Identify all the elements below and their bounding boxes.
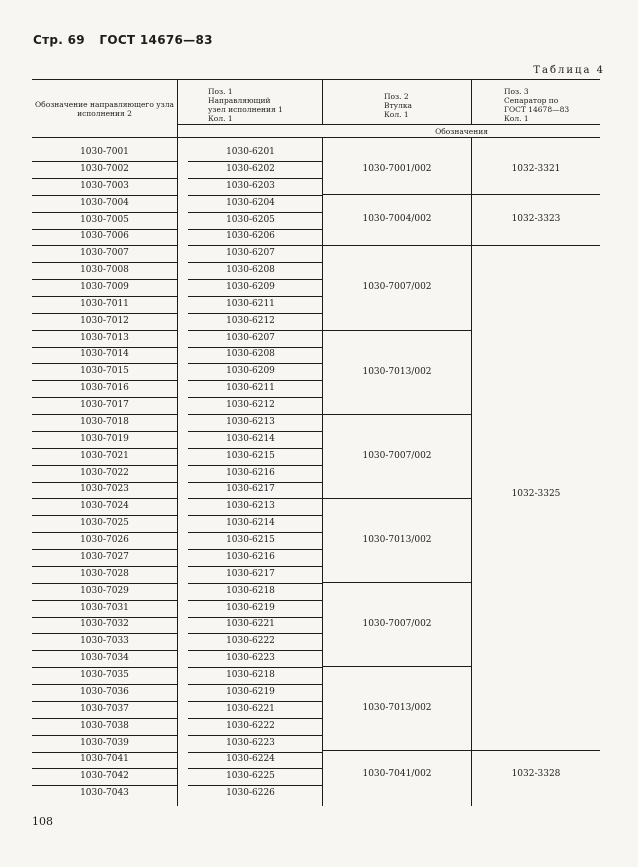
designation-cell bbox=[32, 415, 177, 432]
cell-text: 1030-6207 bbox=[226, 248, 275, 259]
cell-text: 1030-7011 bbox=[80, 298, 129, 309]
cell-text: 1030-7035 bbox=[80, 670, 129, 680]
cell-text: 1030-7001 bbox=[80, 147, 129, 157]
divider-col2-head bbox=[322, 79, 323, 124]
guide-unit-cell bbox=[178, 213, 323, 230]
cell-text: 1030-6211 bbox=[226, 298, 275, 309]
col2-h-line: Направляющий bbox=[208, 96, 271, 105]
designation-cell bbox=[32, 617, 177, 634]
cell-text: 1030-6216 bbox=[226, 551, 275, 562]
cell-text: 1030-7014 bbox=[80, 349, 129, 360]
cell-text: 1030-6213 bbox=[226, 501, 275, 512]
cell-text: 1030-7037 bbox=[80, 703, 129, 714]
cell-text: 1030-7036 bbox=[80, 686, 129, 697]
bushing-cell: 1030-7013/002 bbox=[362, 703, 432, 713]
guide-unit-cell bbox=[178, 381, 323, 398]
designation-cell bbox=[32, 162, 177, 179]
cell-text: 1030-7023 bbox=[80, 484, 129, 495]
cell-text: 1030-6213 bbox=[226, 416, 275, 427]
table-label: Таблица 4 bbox=[533, 65, 605, 76]
designation-cell bbox=[32, 668, 177, 685]
cell-text: 1030-7015 bbox=[80, 366, 129, 377]
guide-unit-cell bbox=[178, 601, 323, 618]
designations-header: Обозначения bbox=[435, 127, 488, 136]
guide-unit-cell bbox=[178, 702, 323, 719]
bushing-cell: 1030-7007/002 bbox=[362, 619, 432, 629]
group-line bbox=[322, 194, 600, 195]
cell-text: 1030-7019 bbox=[80, 433, 129, 444]
designation-cell bbox=[32, 482, 177, 499]
page-ref: Стр. 69 bbox=[33, 33, 85, 47]
standard-number: ГОСТ 14676—83 bbox=[99, 33, 213, 47]
cell-text: 1030-7008 bbox=[80, 265, 129, 276]
cell-text: 1030-6209 bbox=[226, 282, 275, 292]
guide-unit-cell bbox=[178, 162, 323, 179]
cell-text: 1030-7025 bbox=[80, 518, 129, 529]
separator-cell: 1032-3321 bbox=[511, 164, 561, 174]
guide-unit-cell bbox=[178, 769, 323, 786]
cell-text: 1030-7042 bbox=[80, 771, 129, 782]
bushing-cell: 1030-7013/002 bbox=[362, 367, 432, 377]
cell-text: 1030-6204 bbox=[226, 197, 275, 208]
col3-header bbox=[384, 92, 412, 119]
designation-cell bbox=[32, 651, 177, 668]
cell-text: 1030-7028 bbox=[80, 568, 129, 579]
guide-unit-cell bbox=[178, 364, 323, 381]
col2-h-line: Поз. 1 bbox=[208, 87, 233, 96]
col3-h-line: Втулка bbox=[384, 101, 412, 110]
cell-text: 1030-6207 bbox=[226, 332, 275, 343]
group-line bbox=[322, 330, 471, 331]
designation-cell bbox=[32, 719, 177, 736]
designation-cell bbox=[32, 145, 177, 162]
cell-text: 1030-6219 bbox=[226, 686, 275, 697]
designation-cell bbox=[32, 347, 177, 364]
cell-text: 1030-7031 bbox=[80, 602, 129, 613]
cell-text: 1030-7022 bbox=[80, 467, 129, 478]
cell-text: 1030-6206 bbox=[226, 231, 275, 242]
cell-text: 1030-6215 bbox=[226, 450, 275, 461]
cell-text: 1030-7005 bbox=[80, 214, 129, 225]
guide-unit-cell bbox=[178, 499, 323, 516]
bushing-cell: 1030-7041/002 bbox=[362, 769, 432, 779]
designation-cell bbox=[32, 786, 177, 803]
guide-unit-cell bbox=[178, 297, 323, 314]
cell-text: 1030-6222 bbox=[226, 720, 275, 731]
guide-unit-cell bbox=[178, 634, 323, 651]
cell-text: 1030-6203 bbox=[226, 180, 275, 191]
designation-cell bbox=[32, 584, 177, 601]
cell-text: 1030-7017 bbox=[80, 400, 129, 411]
bushing-cell: 1030-7004/002 bbox=[362, 214, 432, 224]
separator-cell: 1032-3328 bbox=[511, 769, 561, 779]
cell-text: 1030-7034 bbox=[80, 653, 129, 664]
cell-text: 1030-7007 bbox=[80, 248, 129, 259]
cell-text: 1030-6209 bbox=[226, 366, 275, 377]
designation-cell bbox=[32, 685, 177, 702]
page-number: 108 bbox=[32, 815, 53, 828]
group-line bbox=[322, 750, 600, 751]
col4-h-line: Кол. 1 bbox=[504, 114, 529, 123]
designation-cell bbox=[32, 769, 177, 786]
guide-unit-cell bbox=[178, 516, 323, 533]
guide-unit-cell bbox=[178, 550, 323, 567]
designation-cell bbox=[32, 280, 177, 297]
designation-cell bbox=[32, 550, 177, 567]
subheader-line bbox=[178, 124, 600, 125]
cell-text: 1030-6223 bbox=[226, 653, 275, 664]
guide-unit-cell bbox=[178, 685, 323, 702]
group-line bbox=[322, 498, 471, 499]
guide-unit-cell bbox=[178, 179, 323, 196]
cell-text: 1030-6217 bbox=[226, 568, 275, 579]
guide-unit-cell bbox=[178, 347, 323, 364]
divider-col3-head bbox=[471, 79, 472, 124]
guide-unit-cell bbox=[178, 145, 323, 162]
designation-cell bbox=[32, 213, 177, 230]
designation-cell bbox=[32, 432, 177, 449]
guide-unit-cell bbox=[178, 651, 323, 668]
cell-text: 1030-6221 bbox=[226, 619, 275, 630]
header-bottom-line bbox=[32, 137, 600, 138]
cell-text: 1030-6202 bbox=[226, 163, 275, 174]
cell-text: 1030-6218 bbox=[226, 585, 275, 596]
cell-text: 1030-7026 bbox=[80, 535, 129, 545]
designation-cell bbox=[32, 702, 177, 719]
cell-text: 1030-7033 bbox=[80, 636, 129, 647]
designation-cell bbox=[32, 533, 177, 550]
cell-text: 1030-7006 bbox=[80, 231, 129, 242]
designation-cell bbox=[32, 466, 177, 483]
group-line bbox=[322, 666, 471, 667]
designation-cell bbox=[32, 297, 177, 314]
guide-unit-cell bbox=[178, 449, 323, 466]
col2-h-line: узел исполнения 1 bbox=[208, 105, 283, 114]
cell-text: 1030-6217 bbox=[226, 484, 275, 495]
designation-cell bbox=[32, 449, 177, 466]
cell-text: 1030-7041 bbox=[80, 754, 129, 765]
guide-unit-cell bbox=[178, 314, 323, 331]
designation-cell bbox=[32, 364, 177, 381]
cell-text: 1030-7016 bbox=[80, 383, 129, 394]
guide-unit-cell bbox=[178, 482, 323, 499]
designation-cell bbox=[32, 634, 177, 651]
cell-text: 1030-7002 bbox=[80, 163, 129, 174]
table-top-line bbox=[32, 79, 600, 80]
cell-text: 1030-6212 bbox=[226, 400, 275, 411]
cell-text: 1030-7012 bbox=[80, 315, 129, 326]
guide-unit-cell bbox=[178, 786, 323, 803]
guide-unit-cell bbox=[178, 752, 323, 769]
guide-unit-cell bbox=[178, 398, 323, 415]
page-header bbox=[33, 33, 223, 47]
col2-header bbox=[208, 87, 283, 123]
bushing-cell: 1030-7007/002 bbox=[362, 451, 432, 461]
bushing-cell: 1030-7007/002 bbox=[362, 282, 432, 292]
cell-text: 1030-7004 bbox=[80, 197, 129, 208]
cell-text: 1030-6212 bbox=[226, 315, 275, 326]
cell-text: 1030-7043 bbox=[80, 788, 129, 799]
cell-text: 1030-6226 bbox=[226, 788, 275, 799]
separator-cell: 1032-3323 bbox=[511, 214, 561, 224]
col3-h-line: Поз. 2 bbox=[384, 92, 409, 101]
designation-cell bbox=[32, 499, 177, 516]
col4-h-line: Поз. 3 bbox=[504, 87, 529, 96]
guide-unit-cell bbox=[178, 719, 323, 736]
designation-cell bbox=[32, 752, 177, 769]
guide-unit-cell bbox=[178, 263, 323, 280]
designation-cell bbox=[32, 567, 177, 584]
designation-cell bbox=[32, 516, 177, 533]
designation-cell bbox=[32, 381, 177, 398]
guide-unit-cell bbox=[178, 736, 323, 753]
col2-h-line: Кол. 1 bbox=[208, 114, 233, 123]
guide-unit-cell bbox=[178, 415, 323, 432]
guide-unit-cell bbox=[178, 246, 323, 263]
cell-text: 1030-6216 bbox=[226, 467, 275, 478]
bushing-cell: 1030-7013/002 bbox=[362, 535, 432, 545]
cell-text: 1030-6223 bbox=[226, 737, 275, 748]
guide-unit-cell bbox=[178, 584, 323, 601]
bushing-cell: 1030-7001/002 bbox=[362, 164, 432, 174]
col4-header bbox=[504, 87, 569, 123]
designation-cell bbox=[32, 196, 177, 213]
cell-text: 1030-7029 bbox=[80, 585, 129, 596]
guide-unit-cell bbox=[178, 533, 323, 550]
guide-unit-cell bbox=[178, 617, 323, 634]
cell-text: 1030-6218 bbox=[226, 670, 275, 680]
col3-h-line: Кол. 1 bbox=[384, 110, 409, 119]
designation-cell bbox=[32, 314, 177, 331]
group-line bbox=[322, 582, 471, 583]
cell-text: 1030-6201 bbox=[226, 147, 275, 157]
cell-text: 1030-6214 bbox=[226, 433, 275, 444]
divider-col3 bbox=[471, 137, 472, 806]
designation-cell bbox=[32, 398, 177, 415]
cell-text: 1030-6208 bbox=[226, 265, 275, 276]
guide-unit-cell bbox=[178, 229, 323, 246]
cell-text: 1030-7032 bbox=[80, 619, 129, 630]
guide-unit-cell bbox=[178, 331, 323, 348]
cell-text: 1030-6225 bbox=[226, 771, 275, 782]
cell-text: 1030-6221 bbox=[226, 703, 275, 714]
guide-unit-cell bbox=[178, 196, 323, 213]
col1-header: Обозначение направляющего узла исполнения 2 bbox=[35, 100, 174, 118]
group-line bbox=[322, 245, 600, 246]
guide-unit-cell bbox=[178, 432, 323, 449]
cell-text: 1030-7018 bbox=[80, 416, 129, 427]
cell-text: 1030-7027 bbox=[80, 551, 129, 562]
designation-cell bbox=[32, 331, 177, 348]
cell-text: 1030-7039 bbox=[80, 737, 129, 748]
cell-text: 1030-6208 bbox=[226, 349, 275, 360]
cell-text: 1030-7009 bbox=[80, 282, 129, 292]
designation-cell bbox=[32, 736, 177, 753]
designation-cell bbox=[32, 601, 177, 618]
cell-text: 1030-6219 bbox=[226, 602, 275, 613]
guide-unit-cell bbox=[178, 466, 323, 483]
designation-cell bbox=[32, 179, 177, 196]
cell-text: 1030-7003 bbox=[80, 180, 129, 191]
cell-text: 1030-6215 bbox=[226, 535, 275, 545]
separator-cell: 1032-3325 bbox=[511, 489, 561, 499]
guide-unit-cell bbox=[178, 668, 323, 685]
cell-text: 1030-6224 bbox=[226, 754, 275, 765]
designation-cell bbox=[32, 246, 177, 263]
cell-text: 1030-7013 bbox=[80, 332, 129, 343]
cell-text: 1030-7021 bbox=[80, 450, 129, 461]
designation-cell bbox=[32, 229, 177, 246]
cell-text: 1030-6214 bbox=[226, 518, 275, 529]
guide-unit-cell bbox=[178, 567, 323, 584]
cell-text: 1030-6222 bbox=[226, 636, 275, 647]
cell-text: 1030-7024 bbox=[80, 501, 129, 512]
col4-h-line: ГОСТ 14678—83 bbox=[504, 105, 570, 114]
designation-cell bbox=[32, 263, 177, 280]
group-line bbox=[322, 414, 471, 415]
cell-text: 1030-6205 bbox=[226, 214, 275, 225]
guide-unit-cell bbox=[178, 280, 323, 297]
cell-text: 1030-7038 bbox=[80, 720, 129, 731]
cell-text: 1030-6211 bbox=[226, 383, 275, 394]
col4-h-line: Сепаратор по bbox=[504, 96, 559, 105]
